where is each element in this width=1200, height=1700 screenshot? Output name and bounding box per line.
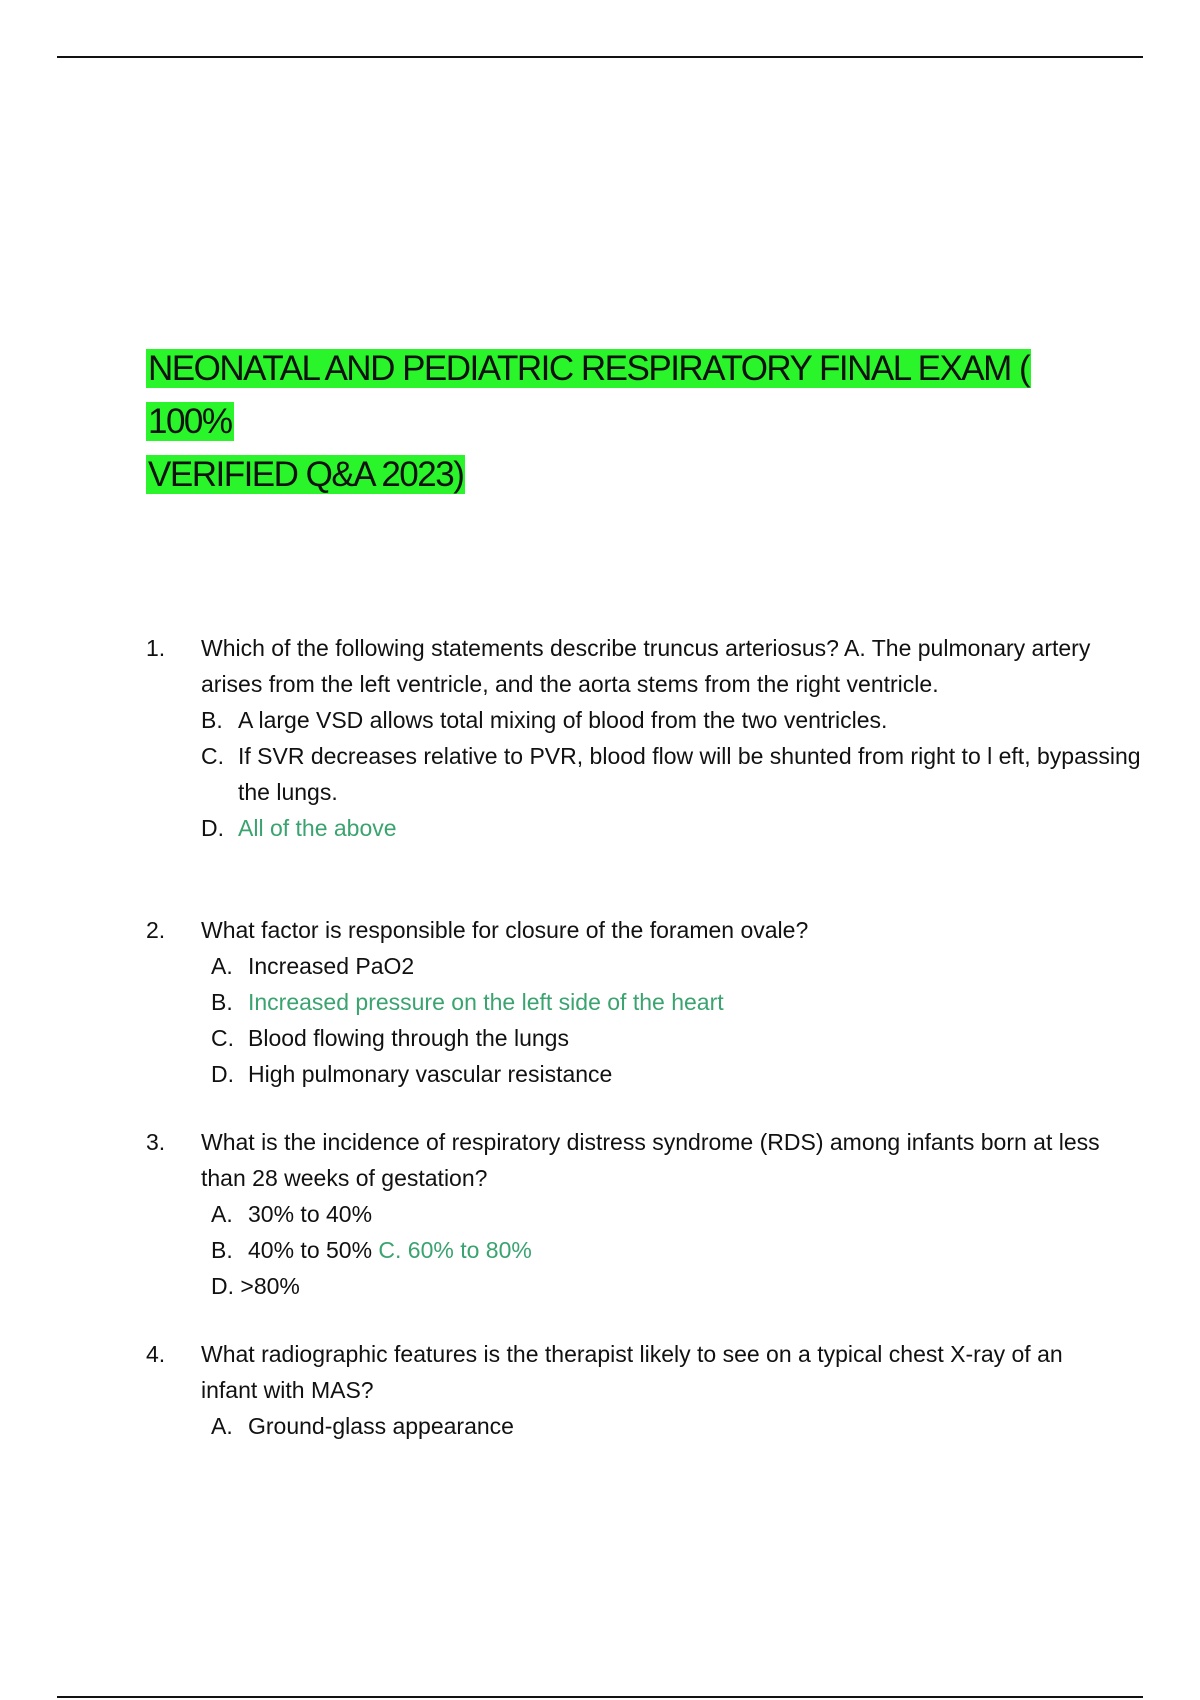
option-b [211,984,1146,1020]
option-b [201,702,1146,738]
correct-answer-text: C. 60% to 80% [378,1237,532,1263]
question-number: 2. [146,917,166,943]
option-text: 30% to 40% [248,1201,373,1227]
question-3 [146,1124,1146,1304]
question-stem: What factor is responsible for closure of the foramen ovale? [201,917,809,943]
correct-answer-text: Increased pressure on the left side of the heart [248,989,724,1015]
option-text: A large VSD allows total mixing of blood from the two ventricles. [238,707,888,733]
option-a [211,1408,1146,1444]
question-number: 4. [146,1341,166,1367]
footer-rule [57,1696,1143,1698]
option-letter: B. [211,989,233,1015]
option-text: If SVR decreases relative to PVR, blood flow will be shunted from right to l eft, bypassing the lungs. [238,743,1141,805]
option-b [211,1232,1146,1268]
option-d [211,1056,1146,1092]
question-4 [146,1336,1146,1444]
option-letter: D. [211,1061,234,1087]
option-a [211,948,1146,984]
option-text: Increased PaO2 [248,953,415,979]
question-number: 3. [146,1129,166,1155]
option-text: 40% to 50% [248,1237,373,1263]
option-d [201,810,1146,846]
option-text: Blood flowing through the lungs [248,1025,569,1051]
option-letter: B. [201,707,223,733]
option-a [211,1196,1146,1232]
option-text: Ground-glass appearance [248,1413,514,1439]
option-text: High pulmonary vascular resistance [248,1061,613,1087]
document-title [146,342,1126,501]
option-letter: B. [211,1237,233,1263]
option-d: D. >80% [211,1273,300,1299]
question-2 [146,912,1146,1092]
option-letter: A. [211,953,233,979]
title-line1-part-b: 100% [148,402,232,441]
option-c [211,1020,1146,1056]
question-1 [146,630,1146,846]
question-stem: Which of the following statements describe truncus arteriosus? A. The pulmonary artery arises from the left ventricle, and the aorta stems from the right ventricle. [201,635,1091,697]
option-letter: C. [201,743,224,769]
title-line1-part-a: NEONATAL AND PEDIATRIC RESPIRATORY FINAL EXAM ( [148,349,1030,388]
option-letter: C. [211,1025,234,1051]
option-letter: D. [201,815,224,841]
title-line2: VERIFIED Q&A 2023) [148,455,464,494]
question-stem: What is the incidence of respiratory distress syndrome (RDS) among infants born at less than 28 weeks of gestation? [201,1129,1100,1191]
option-letter: A. [211,1413,233,1439]
option-c [201,738,1146,810]
question-number: 1. [146,635,166,661]
header-rule [57,56,1143,58]
question-stem: What radiographic features is the therapist likely to see on a typical chest X-ray of an infant with MAS? [201,1341,1063,1403]
correct-answer-text: All of the above [238,815,397,841]
option-letter: A. [211,1201,233,1227]
